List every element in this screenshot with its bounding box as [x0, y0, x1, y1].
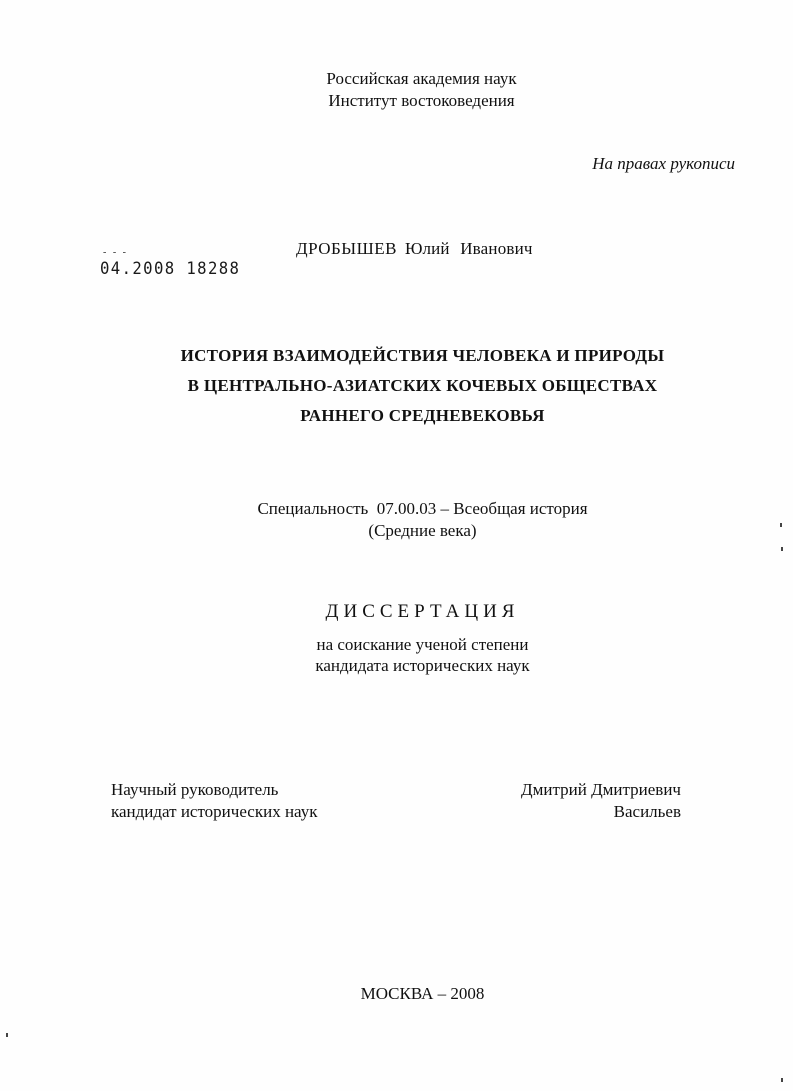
author-given-name: Юлий — [405, 239, 450, 258]
supervisor-name-line-2: Васильев — [613, 802, 681, 821]
author-patronymic: Иванович — [460, 239, 533, 258]
author-surname: ДРОБЫШЕВ — [296, 239, 397, 258]
specialty-line-2: (Средние века) — [368, 521, 477, 540]
scan-speck — [781, 547, 783, 551]
scan-speck — [781, 1078, 783, 1082]
degree-line-1: на соискание ученой степени — [316, 635, 529, 654]
scan-speck — [6, 1033, 8, 1037]
degree-line-2: кандидата исторических наук — [315, 656, 530, 675]
title-line-1: ИСТОРИЯ ВЗАИМОДЕЙСТВИЯ ЧЕЛОВЕКА И ПРИРОДЫ — [180, 346, 665, 365]
title-line-3: РАННЕГО СРЕДНЕВЕКОВЬЯ — [300, 406, 545, 425]
author-name — [296, 238, 533, 260]
specialty-line-1: Специальность 07.00.03 – Всеобщая история — [257, 499, 588, 518]
manuscript-note: На правах рукописи — [592, 154, 735, 173]
stamp-marks: - - - — [103, 247, 128, 258]
organization-line-1: Российская академия наук — [326, 69, 517, 88]
scan-speck — [780, 523, 782, 527]
document-type-heading: ДИССЕРТАЦИЯ — [325, 601, 520, 622]
library-stamp-number: 04.2008 18288 — [100, 259, 241, 279]
supervisor-role-line-2: кандидат исторических наук — [111, 802, 318, 821]
supervisor-name-line-1: Дмитрий Дмитриевич — [521, 780, 681, 799]
city-year: МОСКВА – 2008 — [360, 984, 485, 1003]
organization-line-2: Институт востоковедения — [328, 91, 515, 110]
supervisor-role-line-1: Научный руководитель — [111, 780, 279, 799]
title-line-2: В ЦЕНТРАЛЬНО-АЗИАТСКИХ КОЧЕВЫХ ОБЩЕСТВАХ — [187, 376, 658, 395]
